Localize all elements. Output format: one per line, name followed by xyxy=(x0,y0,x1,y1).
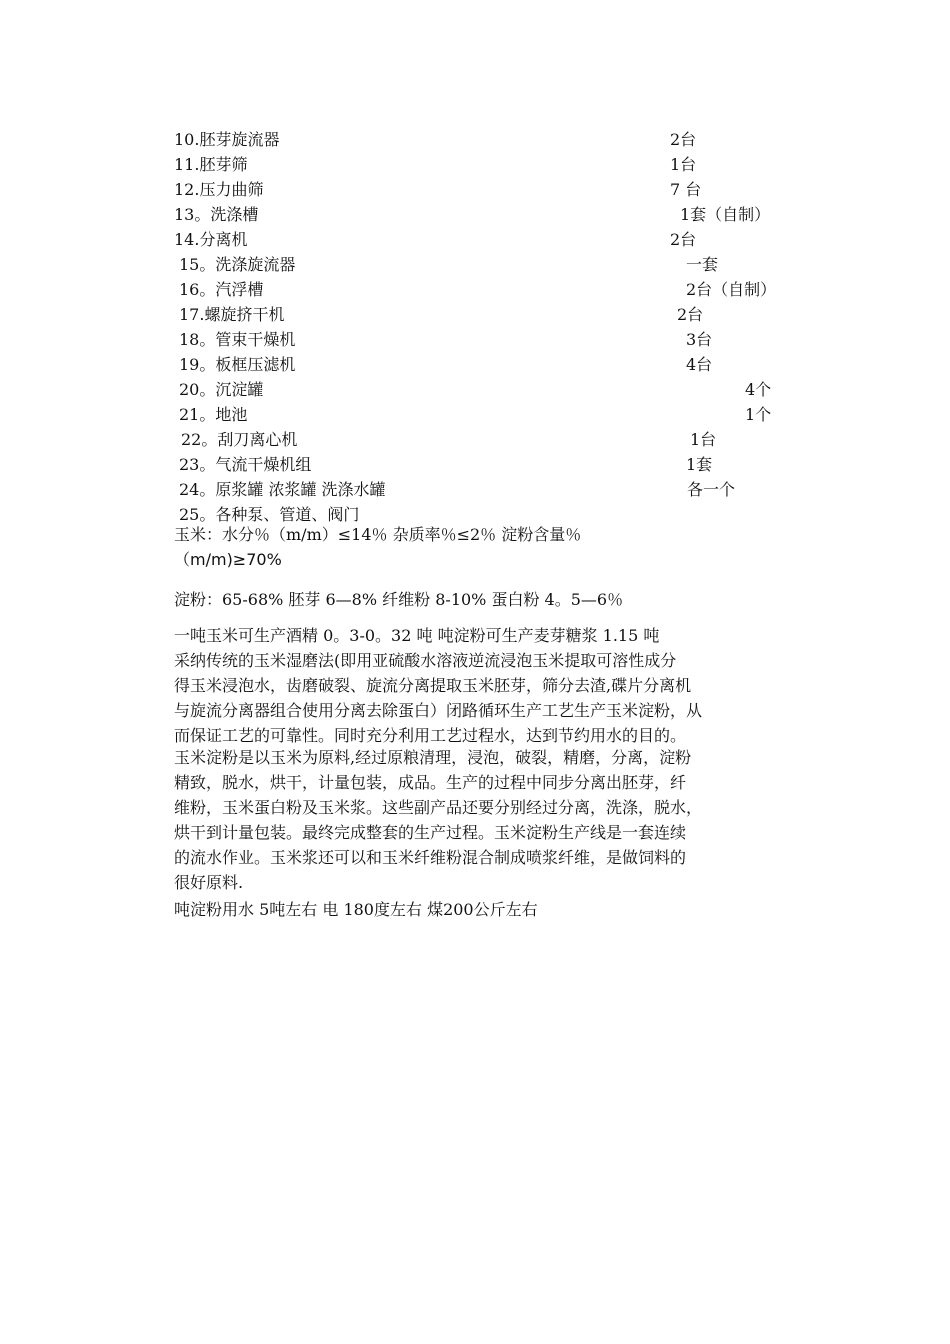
equipment-name: 15。洗涤旋流器 xyxy=(179,255,296,274)
corn-spec-line xyxy=(174,522,581,547)
equipment-name: 14.分离机 xyxy=(174,230,248,249)
equipment-name: 17.螺旋挤干机 xyxy=(179,305,285,324)
equipment-qty: 1套（自制） xyxy=(680,205,771,224)
equipment-qty: 2台（自制） xyxy=(686,280,777,299)
paragraph-line: 玉米淀粉是以玉米为原料,经过原粮清理，浸泡，破裂，精磨，分离，淀粉 xyxy=(174,748,692,767)
equipment-qty: 2台 xyxy=(670,130,697,149)
equipment-name: 10.胚芽旋流器 xyxy=(174,130,280,149)
equipment-qty: 4个 xyxy=(745,380,772,399)
equipment-name: 16。汽浮槽 xyxy=(179,280,264,299)
equipment-qty: 1套 xyxy=(686,455,713,474)
equipment-name: 20。沉淀罐 xyxy=(179,380,264,399)
equipment-qty: 1个 xyxy=(745,405,772,424)
paragraph-line: 维粉，玉米蛋白粉及玉米浆。这些副产品还要分别经过分离，洗涤，脱水， xyxy=(174,798,703,817)
equipment-qty: 各一个 xyxy=(687,480,736,499)
equipment-qty: 一套 xyxy=(686,255,719,274)
paragraph-line: 的流水作业。玉米浆还可以和玉米纤维粉混合制成喷浆纤维，是做饲料的 xyxy=(174,848,687,867)
equipment-qty: 4台 xyxy=(686,355,713,374)
yield-text: 淀粉：65-68% 胚芽 6—8% 纤维粉 8-10% 蛋白粉 4。5—6％ xyxy=(174,590,624,609)
equipment-name: 22。刮刀离心机 xyxy=(181,430,298,449)
equipment-name: 11.胚芽筛 xyxy=(174,155,248,174)
corn-spec-text-2: （m/m)≥70% xyxy=(174,550,282,569)
yield-line xyxy=(174,587,623,612)
equipment-qty: 3台 xyxy=(686,330,713,349)
product-paragraph xyxy=(174,745,702,895)
consumption-line xyxy=(174,897,538,922)
equipment-name: 19。板框压滤机 xyxy=(179,355,296,374)
equipment-name: 23。气流干燥机组 xyxy=(179,455,312,474)
equipment-name: 24。原浆罐 浓浆罐 洗涤水罐 xyxy=(179,480,386,499)
paragraph-line: 烘干到计量包装。最终完成整套的生产过程。玉米淀粉生产线是一套连续 xyxy=(174,823,687,842)
equipment-name: 25。各种泵、管道、阀门 xyxy=(179,505,360,524)
equipment-name: 12.压力曲筛 xyxy=(174,180,264,199)
paragraph-line: 采纳传统的玉米湿磨法(即用亚硫酸水溶液逆流浸泡玉米提取可溶性成分 xyxy=(174,651,677,670)
paragraph-line: 而保证工艺的可靠性。同时充分利用工艺过程水，达到节约用水的目的。 xyxy=(174,726,687,745)
equipment-qty: 7 台 xyxy=(670,180,702,199)
equipment-qty: 1台 xyxy=(690,430,717,449)
corn-spec-line-2 xyxy=(174,547,282,572)
conversion-line xyxy=(174,623,659,648)
equipment-qty: 2台 xyxy=(670,230,697,249)
corn-spec-text: 玉米：水分％（m/m）≤14％ 杂质率％≤2％ 淀粉含量％ xyxy=(174,525,582,544)
paragraph-line: 得玉米浸泡水，齿磨破裂、旋流分离提取玉米胚芽，筛分去渣,碟片分离机 xyxy=(174,676,692,695)
equipment-name: 21。地池 xyxy=(179,405,248,424)
equipment-name: 18。管束干燥机 xyxy=(179,330,296,349)
paragraph-line: 很好原料. xyxy=(174,873,244,892)
equipment-qty: 1台 xyxy=(670,155,697,174)
equipment-name: 13。洗涤槽 xyxy=(174,205,259,224)
paragraph-line: 与旋流分离器组合使用分离去除蛋白）闭路循环生产工艺生产玉米淀粉，从 xyxy=(174,701,703,720)
equipment-qty: 2台 xyxy=(677,305,704,324)
consumption-text: 吨淀粉用水 5吨左右 电 180度左右 煤200公斤左右 xyxy=(174,900,538,919)
paragraph-line: 精致，脱水，烘干，计量包装，成品。生产的过程中同步分离出胚芽，纤 xyxy=(174,773,687,792)
process-paragraph xyxy=(174,648,702,748)
conversion-text: 一吨玉米可生产酒精 0。3-0。32 吨 吨淀粉可生产麦芽糖浆 1.15 吨 xyxy=(174,626,660,645)
